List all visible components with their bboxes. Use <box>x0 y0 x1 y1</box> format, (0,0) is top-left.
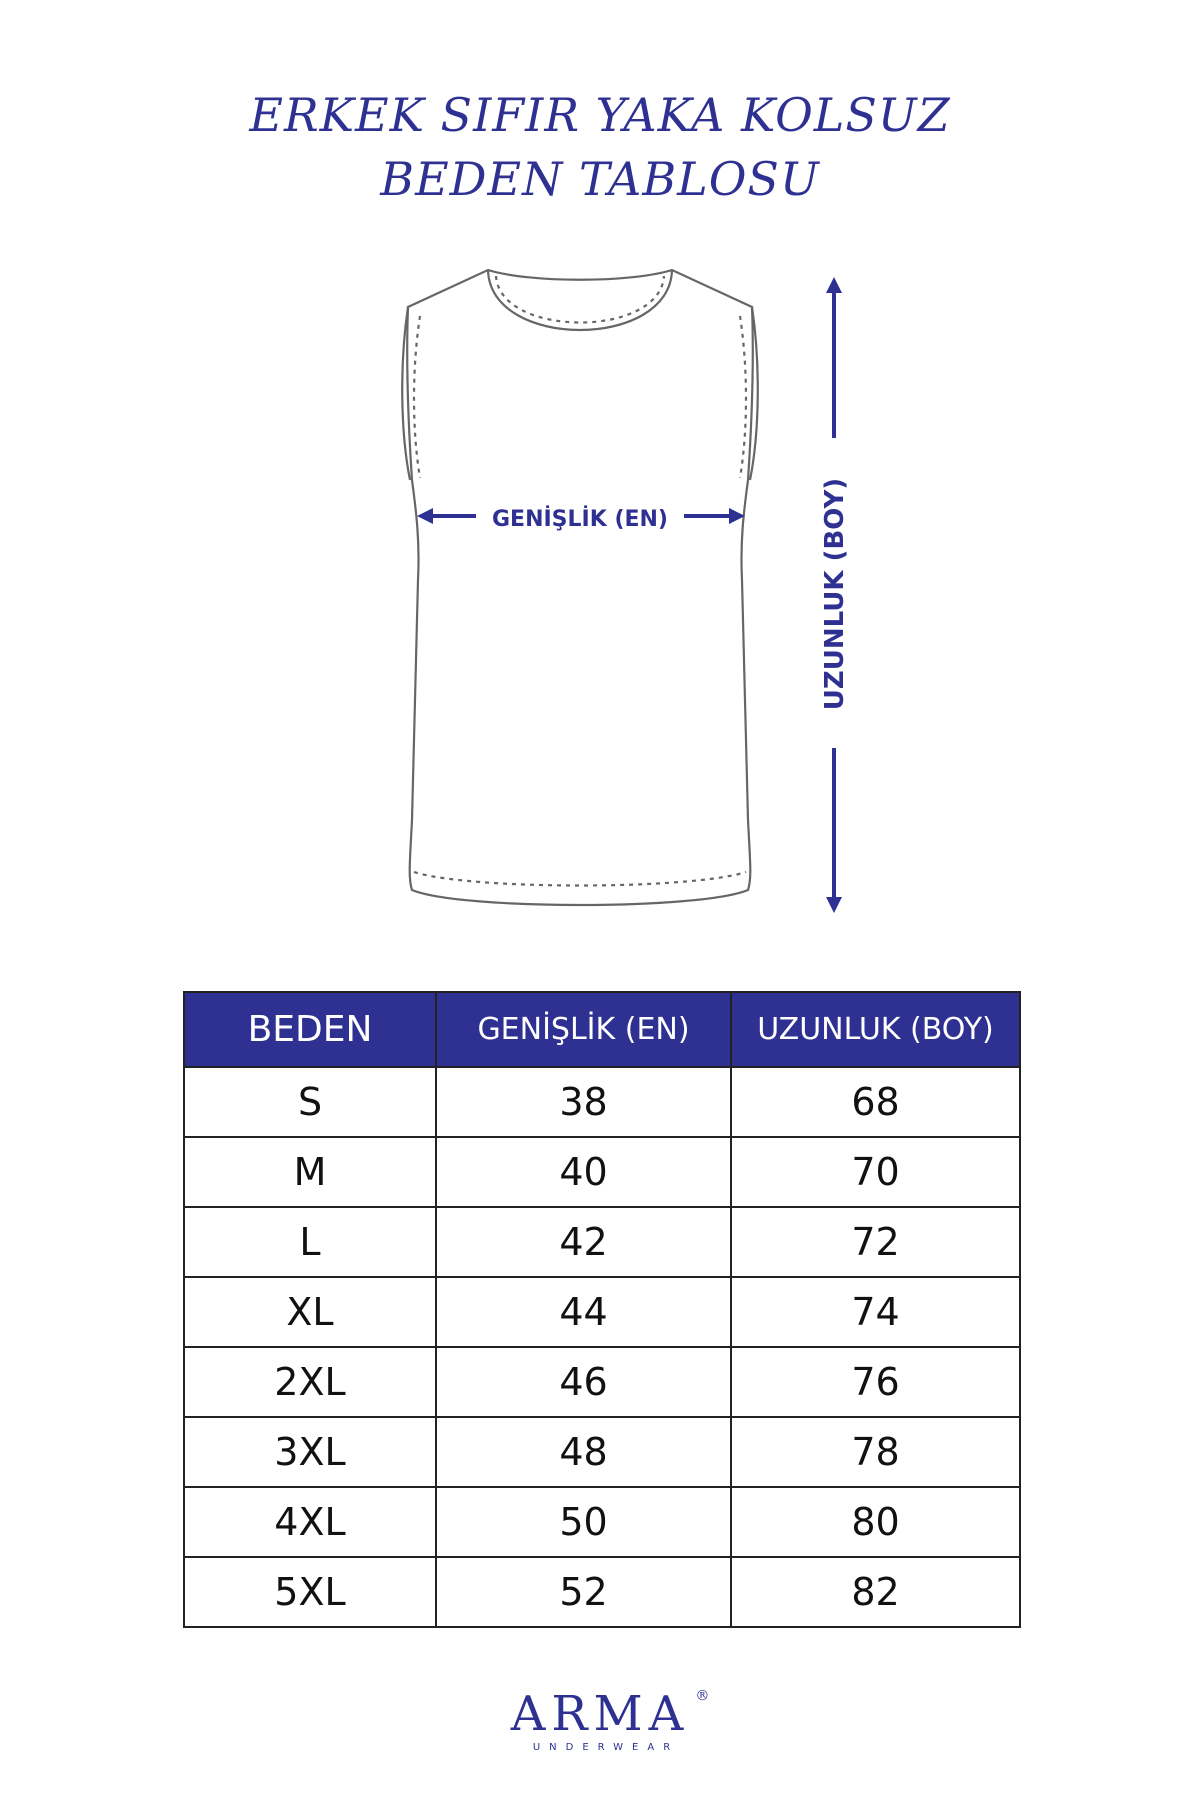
length-cell: 68 <box>731 1067 1020 1137</box>
size-cell: 3XL <box>184 1417 436 1487</box>
length-cell: 76 <box>731 1347 1020 1417</box>
brand-logo <box>0 1686 1200 1753</box>
tank-top-outline <box>402 270 758 905</box>
logo-text: ARMA <box>510 1686 690 1742</box>
length-cell: 70 <box>731 1137 1020 1207</box>
length-cell: 80 <box>731 1487 1020 1557</box>
size-cell: S <box>184 1067 436 1137</box>
header-length: UZUNLUK (BOY) <box>731 992 1020 1067</box>
width-cell: 48 <box>436 1417 731 1487</box>
length-cell: 74 <box>731 1277 1020 1347</box>
size-cell: XL <box>184 1277 436 1347</box>
logo-subtitle: UNDERWEAR <box>532 1742 680 1753</box>
width-cell: 46 <box>436 1347 731 1417</box>
logo-wordmark <box>510 1686 710 1742</box>
table-row <box>184 1557 1020 1627</box>
size-table <box>183 991 1021 1628</box>
size-cell: 4XL <box>184 1487 436 1557</box>
length-cell: 82 <box>731 1557 1020 1627</box>
size-cell: M <box>184 1137 436 1207</box>
width-label: GENİŞLİK (EN) <box>492 507 668 532</box>
width-cell: 44 <box>436 1277 731 1347</box>
table-row <box>184 1487 1020 1557</box>
table-row <box>184 1137 1020 1207</box>
table-row <box>184 1207 1020 1277</box>
width-cell: 38 <box>436 1067 731 1137</box>
table-row <box>184 1067 1020 1137</box>
width-cell: 52 <box>436 1557 731 1627</box>
table-row <box>184 1347 1020 1417</box>
length-cell: 72 <box>731 1207 1020 1277</box>
page-subtitle: BEDEN TABLOSU <box>380 152 820 206</box>
table-header-row <box>184 992 1020 1067</box>
header-width: GENİŞLİK (EN) <box>436 992 731 1067</box>
width-cell: 42 <box>436 1207 731 1277</box>
size-cell: L <box>184 1207 436 1277</box>
table-row <box>184 1417 1020 1487</box>
width-cell: 50 <box>436 1487 731 1557</box>
header-size: BEDEN <box>184 992 436 1067</box>
width-cell: 40 <box>436 1137 731 1207</box>
size-cell: 2XL <box>184 1347 436 1417</box>
page-title: ERKEK SIFIR YAKA KOLSUZ <box>249 88 951 142</box>
size-cell: 5XL <box>184 1557 436 1627</box>
length-cell: 78 <box>731 1417 1020 1487</box>
table-row <box>184 1277 1020 1347</box>
length-label: UZUNLUK (BOY) <box>820 477 850 711</box>
registered-mark: ® <box>695 1688 710 1704</box>
